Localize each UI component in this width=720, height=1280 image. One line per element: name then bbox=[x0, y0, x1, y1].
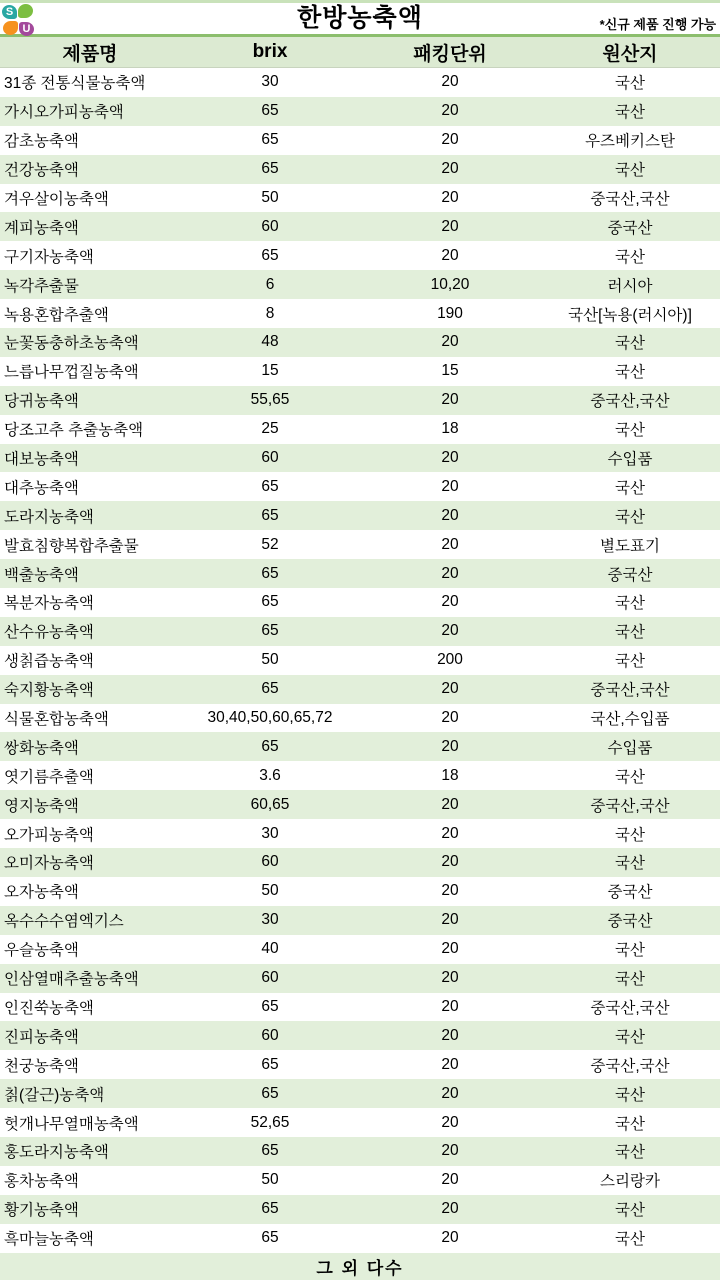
packing-unit-cell: 20 bbox=[441, 709, 459, 727]
logo-petal-orange bbox=[3, 21, 18, 35]
packing-unit-cell: 20 bbox=[441, 911, 459, 929]
table-row bbox=[0, 1108, 720, 1137]
brix-cell: 60 bbox=[261, 969, 279, 987]
brix-cell: 52 bbox=[261, 535, 279, 553]
packing-unit-cell: 20 bbox=[441, 1113, 459, 1131]
origin-cell: 국산 bbox=[615, 479, 645, 497]
packing-unit-cell: 20 bbox=[441, 506, 459, 524]
origin-cell: 스리랑카 bbox=[600, 1173, 660, 1191]
packing-unit-cell: 20 bbox=[441, 246, 459, 264]
product-name-cell: 느릅나무껍질농축액 bbox=[4, 364, 139, 382]
table-row bbox=[0, 761, 720, 790]
table-row bbox=[0, 964, 720, 993]
product-name-cell: 인삼열매추출농축액 bbox=[4, 971, 139, 989]
origin-cell: 국산 bbox=[615, 1028, 645, 1046]
origin-cell: 중국산,국산 bbox=[590, 797, 670, 815]
product-name-cell: 겨우살이농축액 bbox=[4, 191, 109, 208]
product-name-cell: 옥수수수염엑기스 bbox=[4, 913, 124, 931]
origin-cell: 국산 bbox=[615, 595, 645, 613]
brix-cell: 50 bbox=[261, 189, 279, 206]
table-row bbox=[0, 212, 720, 241]
table-row bbox=[0, 617, 720, 646]
brix-cell: 65 bbox=[261, 506, 279, 524]
packing-unit-cell: 20 bbox=[441, 535, 459, 553]
table-row bbox=[0, 1166, 720, 1195]
brix-cell: 65 bbox=[261, 564, 279, 582]
packing-unit-cell: 20 bbox=[441, 969, 459, 987]
origin-cell: 국산 bbox=[615, 1086, 645, 1104]
product-name-cell: 눈꽃동충하초농축액 bbox=[4, 335, 139, 353]
origin-cell: 중국산 bbox=[607, 884, 653, 902]
table-row bbox=[0, 126, 720, 155]
product-name-cell: 흑마늘농축액 bbox=[4, 1231, 94, 1249]
table-row bbox=[0, 1021, 720, 1050]
origin-cell: 국산 bbox=[615, 422, 645, 440]
origin-cell: 수입품 bbox=[607, 739, 653, 757]
packing-unit-cell: 10,20 bbox=[430, 275, 470, 293]
table-row bbox=[0, 848, 720, 877]
origin-cell: 국산 bbox=[615, 653, 645, 671]
packing-unit-cell: 200 bbox=[437, 651, 463, 669]
packing-unit-cell: 20 bbox=[441, 217, 459, 235]
origin-cell: 국산 bbox=[615, 1115, 645, 1133]
packing-unit-cell: 20 bbox=[441, 680, 459, 698]
brix-cell: 60 bbox=[261, 1026, 279, 1044]
origin-cell: 중국산,국산 bbox=[590, 191, 670, 208]
product-name-cell: 홍차농축액 bbox=[4, 1173, 79, 1191]
origin-cell: 국산 bbox=[615, 942, 645, 960]
table-row bbox=[0, 1195, 720, 1224]
brix-cell: 65 bbox=[261, 477, 279, 495]
logo-letter-u: U bbox=[22, 22, 31, 35]
table-row bbox=[0, 328, 720, 357]
brix-cell: 30 bbox=[261, 73, 279, 91]
packing-unit-cell: 18 bbox=[441, 766, 459, 784]
packing-unit-cell: 20 bbox=[441, 824, 459, 842]
product-name-cell: 인진쑥농축액 bbox=[4, 999, 94, 1017]
packing-unit-cell: 20 bbox=[441, 940, 459, 958]
column-header-product-name: 제품명 bbox=[62, 43, 118, 65]
brix-cell: 8 bbox=[265, 304, 275, 322]
table-row bbox=[0, 97, 720, 126]
packing-unit-cell: 190 bbox=[437, 304, 463, 322]
table-row bbox=[0, 444, 720, 473]
packing-unit-cell: 20 bbox=[441, 1171, 459, 1189]
brix-cell: 65 bbox=[261, 737, 279, 755]
origin-cell: 중국산 bbox=[607, 566, 653, 584]
brix-cell: 65 bbox=[261, 593, 279, 611]
brix-cell: 50 bbox=[261, 1171, 279, 1189]
product-name-cell: 도라지농축액 bbox=[4, 508, 94, 526]
company-logo-icon bbox=[2, 4, 34, 36]
product-name-cell: 당조고추 추출농축액 bbox=[4, 422, 144, 440]
product-name-cell: 건강농축액 bbox=[4, 162, 79, 180]
table-row bbox=[0, 1079, 720, 1108]
brix-cell: 65 bbox=[261, 622, 279, 640]
table-row bbox=[0, 675, 720, 704]
product-name-cell: 녹각추출물 bbox=[4, 277, 79, 295]
table-row bbox=[0, 184, 720, 213]
brix-cell: 65 bbox=[261, 1200, 279, 1218]
product-name-cell: 황기농축액 bbox=[4, 1202, 79, 1220]
packing-unit-cell: 20 bbox=[441, 853, 459, 871]
packing-unit-cell: 20 bbox=[441, 449, 459, 467]
origin-cell: 중국산,국산 bbox=[590, 682, 670, 700]
packing-unit-cell: 20 bbox=[441, 737, 459, 755]
product-name-cell: 산수유농축액 bbox=[4, 624, 94, 642]
packing-unit-cell: 20 bbox=[441, 564, 459, 582]
brix-cell: 65 bbox=[261, 680, 279, 698]
table-row bbox=[0, 646, 720, 675]
packing-unit-cell: 20 bbox=[441, 1200, 459, 1218]
table-row bbox=[0, 357, 720, 386]
origin-cell: 별도표기 bbox=[600, 537, 660, 555]
brix-cell: 30,40,50,60,65,72 bbox=[207, 709, 333, 727]
brix-cell: 65 bbox=[261, 160, 279, 178]
origin-cell: 국산 bbox=[615, 364, 645, 382]
brix-cell: 65 bbox=[261, 1084, 279, 1102]
product-name-cell: 오미자농축액 bbox=[4, 855, 94, 873]
brix-cell: 65 bbox=[261, 131, 279, 149]
brix-cell: 30 bbox=[261, 911, 279, 929]
origin-cell: 수입품 bbox=[607, 451, 653, 469]
page-title: 한방농축액 bbox=[297, 4, 423, 32]
origin-cell: 국산 bbox=[615, 624, 645, 642]
brix-cell: 65 bbox=[261, 1055, 279, 1073]
packing-unit-cell: 18 bbox=[441, 420, 459, 438]
table-row bbox=[0, 732, 720, 761]
brix-cell: 3.6 bbox=[259, 766, 281, 784]
packing-unit-cell: 20 bbox=[441, 1142, 459, 1160]
table-row bbox=[0, 906, 720, 935]
product-name-cell: 헛개나무열매농축액 bbox=[4, 1115, 139, 1133]
product-name-cell: 쌍화농축액 bbox=[4, 739, 79, 757]
product-name-cell: 감초농축액 bbox=[4, 133, 79, 151]
table-row bbox=[0, 790, 720, 819]
table-row bbox=[0, 299, 720, 328]
product-name-cell: 오가피농축액 bbox=[4, 826, 94, 844]
table-row bbox=[0, 155, 720, 184]
origin-cell: 국산 bbox=[615, 335, 645, 353]
brix-cell: 15 bbox=[261, 362, 279, 380]
table-row bbox=[0, 241, 720, 270]
brix-cell: 30 bbox=[261, 824, 279, 842]
table-row bbox=[0, 270, 720, 299]
logo-letter-s: S bbox=[5, 5, 14, 18]
packing-unit-cell: 20 bbox=[441, 1055, 459, 1073]
brix-cell: 65 bbox=[261, 246, 279, 264]
brix-cell: 48 bbox=[261, 333, 279, 351]
brix-cell: 50 bbox=[261, 651, 279, 669]
origin-cell: 국산 bbox=[615, 1231, 645, 1249]
table-row bbox=[0, 1137, 720, 1166]
column-header-packing-unit: 패킹단위 bbox=[413, 43, 487, 65]
table-row bbox=[0, 559, 720, 588]
origin-cell: 국산 bbox=[615, 508, 645, 526]
origin-cell: 중국산 bbox=[607, 913, 653, 931]
packing-unit-cell: 20 bbox=[441, 391, 459, 409]
packing-unit-cell: 20 bbox=[441, 477, 459, 495]
origin-cell: 국산 bbox=[615, 1144, 645, 1162]
product-name-cell: 당귀농축액 bbox=[4, 393, 79, 411]
product-name-cell: 대보농축액 bbox=[4, 451, 79, 469]
product-name-cell: 엿기름추출액 bbox=[4, 768, 94, 786]
table-row bbox=[0, 1224, 720, 1253]
origin-cell: 국산 bbox=[615, 855, 645, 873]
origin-cell: 중국산 bbox=[607, 219, 653, 237]
packing-unit-cell: 15 bbox=[441, 362, 459, 380]
packing-unit-cell: 20 bbox=[441, 795, 459, 813]
title-bar bbox=[0, 3, 720, 34]
table-row bbox=[0, 386, 720, 415]
origin-cell: 국산 bbox=[615, 104, 645, 122]
table-row bbox=[0, 415, 720, 444]
product-name-cell: 천궁농축액 bbox=[4, 1057, 79, 1075]
column-header-brix: brix bbox=[252, 41, 288, 62]
table-body bbox=[0, 68, 720, 1253]
brix-cell: 65 bbox=[261, 1142, 279, 1160]
brix-cell: 60 bbox=[261, 449, 279, 467]
origin-cell: 러시아 bbox=[607, 277, 653, 295]
table-row bbox=[0, 530, 720, 559]
column-header-row bbox=[0, 37, 720, 68]
brix-cell: 40 bbox=[261, 940, 279, 958]
brix-cell: 60,65 bbox=[250, 795, 290, 813]
product-name-cell: 계피농축액 bbox=[4, 219, 79, 237]
table-row bbox=[0, 819, 720, 848]
product-name-cell: 대추농축액 bbox=[4, 479, 79, 497]
origin-cell: 국산 bbox=[615, 75, 645, 93]
origin-cell: 중국산,국산 bbox=[590, 393, 670, 411]
product-name-cell: 식물혼합농축액 bbox=[4, 711, 109, 729]
product-name-cell: 31종 전통식물농축액 bbox=[4, 75, 146, 93]
brix-cell: 52,65 bbox=[250, 1113, 290, 1131]
packing-unit-cell: 20 bbox=[441, 333, 459, 351]
product-name-cell: 백출농축액 bbox=[4, 566, 79, 584]
product-name-cell: 영지농축액 bbox=[4, 797, 79, 815]
product-name-cell: 구기자농축액 bbox=[4, 248, 94, 266]
logo-petal-teal bbox=[2, 5, 17, 19]
packing-unit-cell: 20 bbox=[441, 882, 459, 900]
brix-cell: 25 bbox=[261, 420, 279, 438]
product-name-cell: 발효침향복합추출물 bbox=[4, 537, 139, 555]
table-row bbox=[0, 704, 720, 733]
origin-cell: 국산 bbox=[615, 248, 645, 266]
origin-cell: 중국산,국산 bbox=[590, 1057, 670, 1075]
table-row bbox=[0, 935, 720, 964]
packing-unit-cell: 20 bbox=[441, 1229, 459, 1247]
table-row bbox=[0, 877, 720, 906]
brix-cell: 50 bbox=[261, 882, 279, 900]
brix-cell: 65 bbox=[261, 1229, 279, 1247]
product-name-cell: 가시오가피농축액 bbox=[4, 104, 124, 122]
table-row bbox=[0, 68, 720, 97]
origin-cell: 중국산,국산 bbox=[590, 999, 670, 1017]
table-row bbox=[0, 1050, 720, 1079]
product-name-cell: 홍도라지농축액 bbox=[4, 1144, 109, 1162]
packing-unit-cell: 20 bbox=[441, 160, 459, 178]
table-row bbox=[0, 993, 720, 1022]
product-name-cell: 진피농축액 bbox=[4, 1028, 79, 1046]
product-name-cell: 숙지황농축액 bbox=[4, 682, 94, 700]
origin-cell: 국산 bbox=[615, 826, 645, 844]
packing-unit-cell: 20 bbox=[441, 189, 459, 206]
table-row bbox=[0, 501, 720, 530]
logo-petal-green bbox=[18, 4, 33, 18]
logo-petal-purple bbox=[19, 22, 34, 36]
origin-cell: 국산,수입품 bbox=[590, 711, 670, 729]
product-name-cell: 복분자농축액 bbox=[4, 595, 94, 613]
brix-cell: 65 bbox=[261, 102, 279, 120]
brix-cell: 6 bbox=[265, 275, 275, 293]
origin-cell: 우즈베키스탄 bbox=[585, 133, 675, 151]
origin-cell: 국산 bbox=[615, 768, 645, 786]
product-name-cell: 오자농축액 bbox=[4, 884, 79, 902]
table-row bbox=[0, 472, 720, 501]
brix-cell: 60 bbox=[261, 217, 279, 235]
packing-unit-cell: 20 bbox=[441, 1084, 459, 1102]
packing-unit-cell: 20 bbox=[441, 593, 459, 611]
brix-cell: 65 bbox=[261, 997, 279, 1015]
origin-cell: 국산 bbox=[615, 1202, 645, 1220]
packing-unit-cell: 20 bbox=[441, 102, 459, 120]
product-name-cell: 녹용혼합추출액 bbox=[4, 306, 109, 324]
brix-cell: 60 bbox=[261, 853, 279, 871]
origin-cell: 국산[녹용(러시아)] bbox=[568, 306, 692, 324]
origin-cell: 국산 bbox=[615, 162, 645, 180]
product-name-cell: 우슬농축액 bbox=[4, 942, 79, 960]
new-product-note: *신규 제품 진행 가능 bbox=[599, 17, 716, 32]
packing-unit-cell: 20 bbox=[441, 622, 459, 640]
column-header-origin: 원산지 bbox=[602, 43, 658, 65]
brix-cell: 55,65 bbox=[250, 391, 290, 409]
packing-unit-cell: 20 bbox=[441, 997, 459, 1015]
product-name-cell: 생칡즙농축액 bbox=[4, 653, 94, 671]
packing-unit-cell: 20 bbox=[441, 131, 459, 149]
product-name-cell: 칡(갈근)농축액 bbox=[4, 1086, 105, 1104]
packing-unit-cell: 20 bbox=[441, 1026, 459, 1044]
packing-unit-cell: 20 bbox=[441, 73, 459, 91]
origin-cell: 국산 bbox=[615, 971, 645, 989]
table-footer: 그 외 다수 bbox=[0, 1253, 720, 1280]
table-row bbox=[0, 588, 720, 617]
